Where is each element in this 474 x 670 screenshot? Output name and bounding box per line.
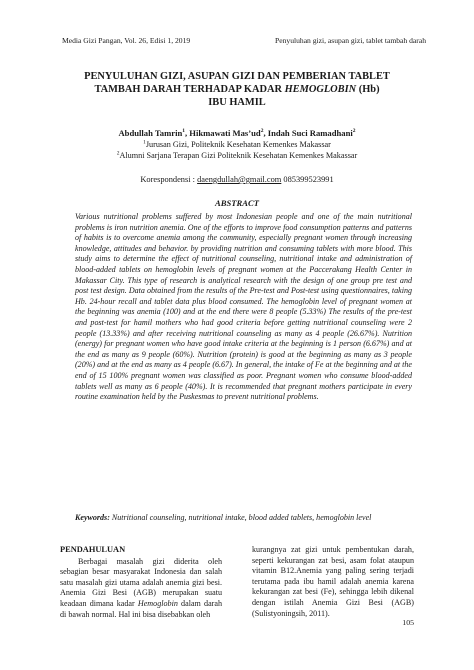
author-2-sup: 2 (260, 128, 264, 135)
title-line-2-italic: HEMOGLOBIN (284, 84, 357, 95)
affiliation-2 (60, 150, 414, 161)
intro-paragraph-1 (60, 557, 222, 621)
intro-paragraph-continued: kurangnya zat gizi untuk pembentukan darah, seperti kekurangan zat besi, asam folat ataupun vitamin B12.Anemia yang paling sering terjadi terutama pada ibu hamil adalah anemia karena kekurangan zat besi (Fe), sehingga lebih dikenal dengan istilah Anemia Gizi Besi (AGB) (Sulistyoningsih, 2011). (252, 545, 414, 618)
title-line-2-post: (Hb) (356, 84, 380, 95)
author-block (60, 128, 414, 161)
column-right (252, 545, 414, 619)
title-line-2-pre: TAMBAH DARAH TERHADAP KADAR (94, 84, 285, 95)
author-3-sup: 2 (352, 128, 356, 135)
paper-title (60, 70, 414, 109)
keywords-label: Keywords: (75, 513, 110, 522)
running-title: Penyuluhan gizi, asupan gizi, tablet tambah darah (275, 36, 426, 45)
affiliation-2-text: Alumni Sarjana Terapan Gizi Politeknik Kesehatan Kemenkes Makassar (119, 151, 358, 160)
running-header (62, 36, 426, 48)
title-line-1: PENYULUHAN GIZI, ASUPAN GIZI DAN PEMBERIAN TABLET (84, 71, 390, 82)
correspondence-label: Korespondensi : (140, 175, 198, 184)
author-3: , Indah Suci Ramadhani (263, 128, 353, 138)
affiliation-1 (60, 139, 414, 150)
author-2: , Hikmawati Mas’ud (185, 128, 261, 138)
keywords-text: Nutritional counseling, nutritional intake, blood added tablets, hemoglobin level (109, 513, 372, 522)
correspondence (60, 175, 414, 184)
column-left (60, 545, 222, 620)
intro-p1-text: Berbagai masalah gizi diderita oleh sebagian besar masyarakat Indonesia dan salah satu masalah gizi utama adalah anemia gizi besi. Anemia Gizi Besi (AGB) merupakan suatu keadaan dimana kadar (60, 556, 222, 608)
affiliation-1-sup: 1 (143, 139, 146, 146)
title-line-2 (60, 83, 414, 96)
page-number: 105 (402, 618, 414, 627)
keywords (75, 513, 412, 524)
affiliation-2-sup: 2 (116, 150, 120, 157)
correspondence-phone: 085399523991 (281, 175, 334, 184)
intro-p1-italic: Hemoglobin (137, 598, 178, 608)
abstract-body: Various nutritional problems suffered by most Indonesian people and one of the main nutritional problems is iron nutrition anemia. One of the efforts to improve food consumption patterns and patterns of habits is to overcome anemia among the community, especially pregnant women through increasing knowledge, attitudes and behavior. by providing nutrition and consuming tablets with more blood. This study aims to determine the effect of nutritional counseling, nutritional intake and administration of blood-added tablets on hemoglobin levels of pregnant women at the Paccerakang Health Center in Makassar City. This type of research is analytical research with the design of one group pre test and post test design. Data obtained from the results of the Pre-test and Post-test using questionnaires, taking Hb. 24-hour recall and tablet data plus blood consumed. The hemoglobin level of pregnant women at the beginning was anemia (100) and at the end there were 8 people (5.33%) The results of the pre-test and post-test for hamil mothers who had good criteria before getting nutritional counseling were 2 people (13.33%) and after receiving nutritional counseling as many as 4 people (26.67%). Nutrition (energy) for pregnant women who have good intake criteria at the beginning is 1 person (6.67%) and at the end as many as 9 people (60%). Nutrition (protein) is good at the beginning as many as 3 people (20%) and at the end as many as 4 people (6.67). In general, the intake of Fe at the beginning and at the end of 15 100% pregnant women was classified as poor. Pregnant women who consume blood-added tablets well as many as 6 people (40%). It is recommended that pregnant mothers participate in every routine examination held by the Puskesmas to prevent nutritional problems. (75, 212, 412, 402)
abstract-heading: ABSTRACT (215, 198, 259, 208)
section-heading-pendahuluan: PENDAHULUAN (60, 545, 126, 554)
title-line-3: IBU HAMIL (208, 97, 266, 108)
correspondence-email-link[interactable]: daengdullah@gmail.com (197, 175, 282, 184)
journal-citation: Media Gizi Pangan, Vol. 26, Edisi 1, 2019 (62, 36, 191, 45)
affiliation-1-text: Jurusan Gizi, Politeknik Kesehatan Kemenkes Makassar (145, 140, 331, 149)
author-1-sup: 1 (182, 128, 185, 135)
author-names (60, 128, 414, 139)
intro-p1-end: dalam darah di bawah normal. Hal ini bisa disebabkan oleh (60, 598, 222, 619)
author-1: Abdullah Tamrin (118, 128, 183, 138)
